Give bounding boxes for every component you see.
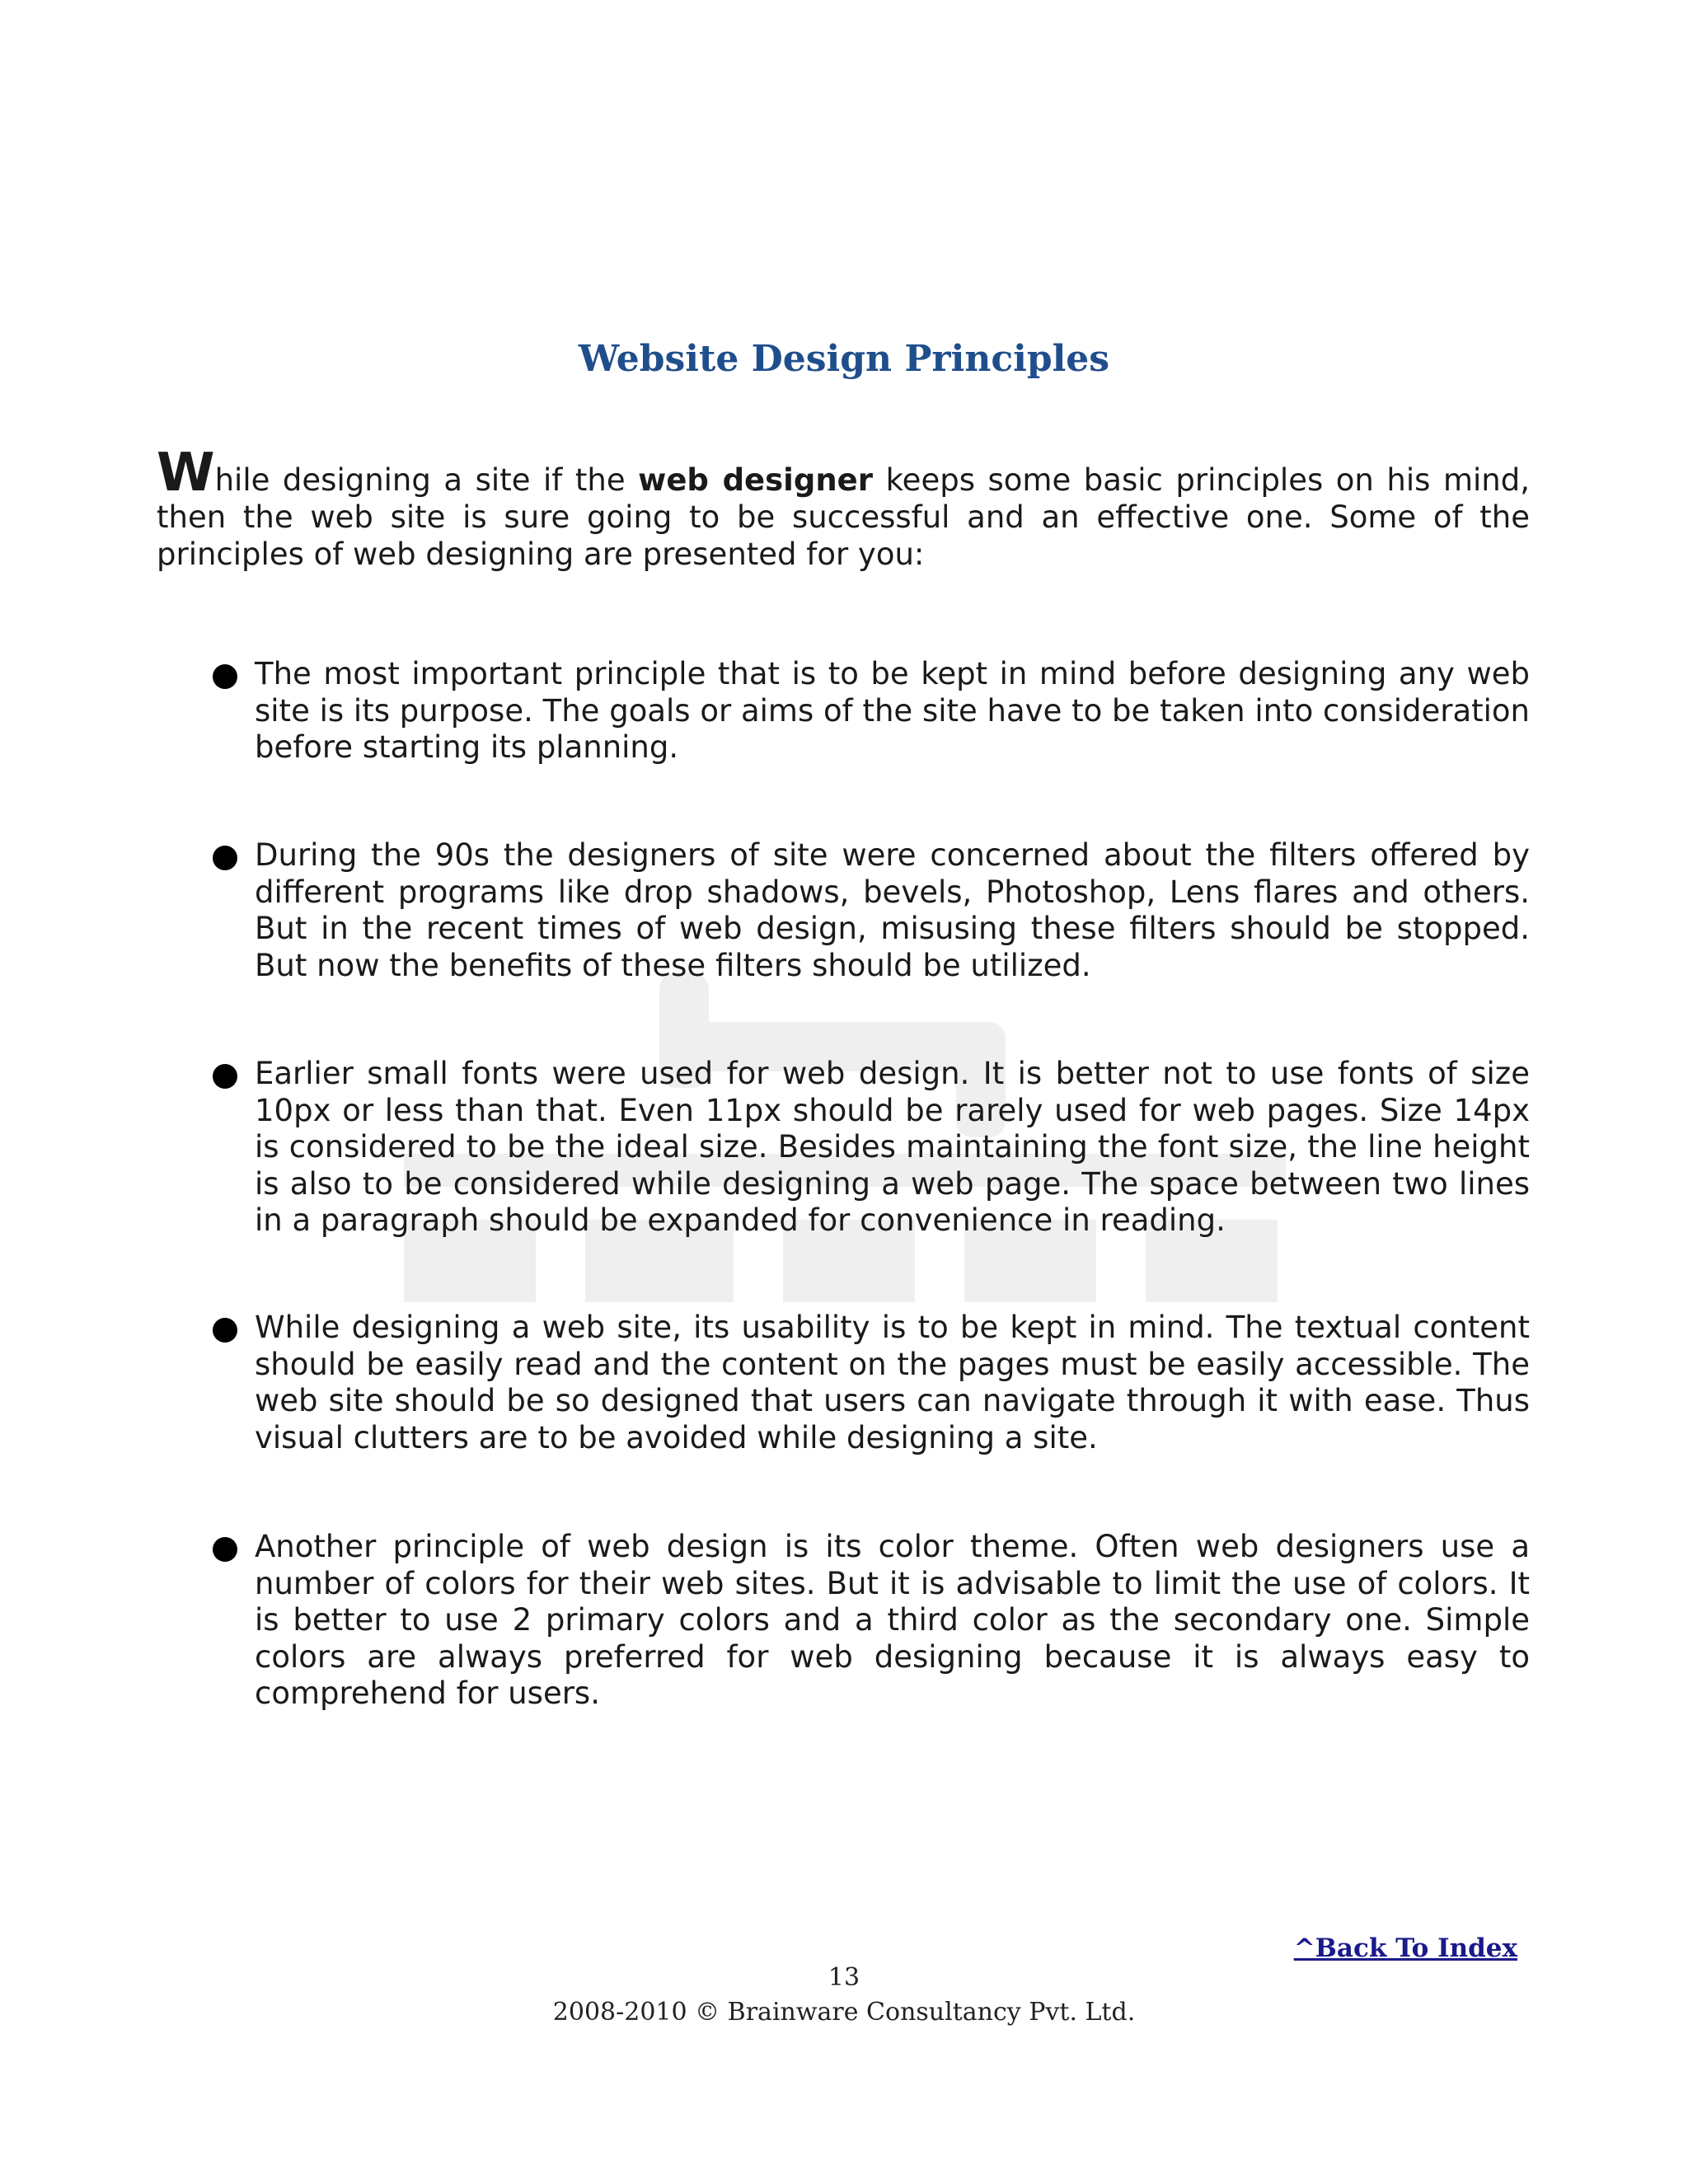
intro-text-end: keeps some basic principles on his mind, then the web site is sure going to be successful and an effective one. Some of the principles of web designing are presented for you:: [157, 462, 1531, 572]
bullet-dot-icon: [213, 664, 237, 689]
bullet-dot-icon: [213, 846, 237, 870]
page-title: Website Design Principles: [578, 338, 1110, 380]
copyright-footer: 2008-2010 © Brainware Consultancy Pvt. Ltd.: [552, 1998, 1136, 2027]
list-item-text: During the 90s the designers of site were concerned about the filters offered by different programs like drop shadows, bevels, Photoshop, Lens flares and others. But in the recent times of web design, misusing these filters should be stopped. But now the benefits of these filters should be utilized.: [255, 837, 1530, 983]
list-item-text: Another principle of web design is its color theme. Often web designers use a number of colors for their web sites. But it is advisable to limit the use of colors. It is better to use 2 primary colors and a third color as the secondary one. Simple colors are always preferred for web designing because it is always easy to comprehend for users.: [255, 1529, 1530, 1711]
intro-text-start: hile designing a site if the: [214, 462, 639, 498]
list-item-text: While designing a web site, its usability is to be kept in mind. The textual content should be easily read and the content on the pages must be easily accessible. The web site should be so designed that users can navigate through it with ease. Thus visual clutters are to be avoided while designing a site.: [255, 1310, 1530, 1455]
bullet-dot-icon: [213, 1064, 237, 1089]
bullet-dot-icon: [213, 1537, 237, 1562]
bullet-dot-icon: [213, 1318, 237, 1343]
back-to-index-link[interactable]: ^Back To Index: [1293, 1933, 1517, 1963]
intro-paragraph: [157, 443, 1531, 573]
dropcap-letter: W: [157, 443, 215, 504]
list-item-text: Earlier small fonts were used for web design. It is better not to use fonts of size 10px or less than that. Even 11px should be rarely used for web pages. Size 14px is considered to be the ideal size. Besides maintaining the font size, the line height is also to be considered while designing a web page. The space between two lines in a paragraph should be expanded for convenience in reading.: [255, 1056, 1530, 1238]
list-item-text: The most important principle that is to be kept in mind before designing any web site is its purpose. The goals or aims of the site have to be taken into consideration before starting its planning.: [255, 656, 1530, 765]
intro-bold-text: web designer: [638, 462, 874, 498]
page-number: 13: [828, 1963, 860, 1992]
